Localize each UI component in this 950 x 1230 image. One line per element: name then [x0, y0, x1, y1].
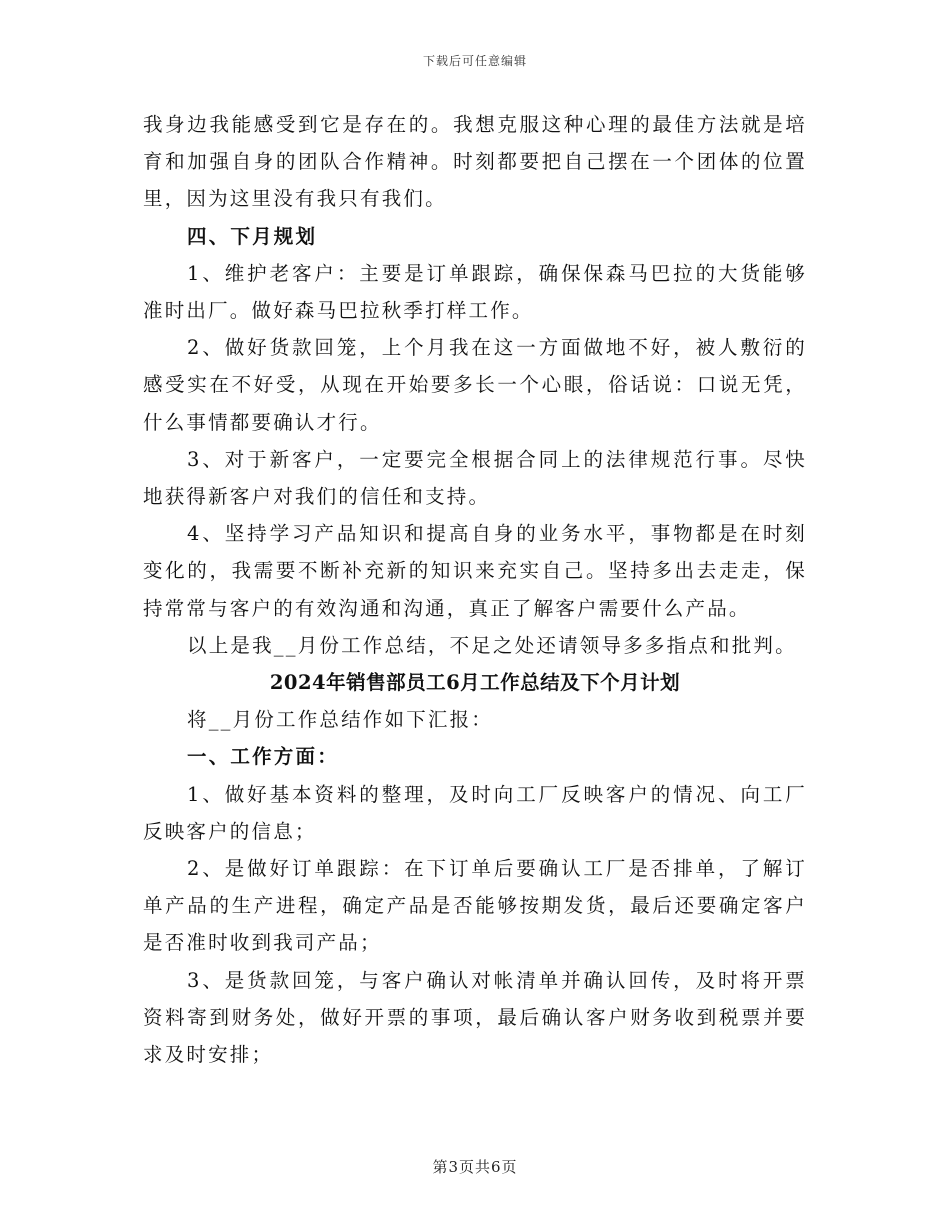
- page-header: 下载后可任意编辑: [422, 54, 527, 68]
- paragraph-work-item-1: 1、做好基本资料的整理，及时向工厂反映客户的情况、向工厂反映客户的信息；: [143, 782, 807, 843]
- paragraph-intro: 将__月份工作总结作如下汇报：: [187, 708, 494, 732]
- paragraph-work-item-3: 3、是货款回笼，与客户确认对帐清单并确认回传，及时将开票资料寄到财务处，做好开票的事项，最后确认客户财务收到税票并要求及时安排；: [143, 968, 807, 1067]
- section-heading-next-month-plan: 四、下月规划: [187, 224, 318, 248]
- section-heading-work: 一、工作方面：: [187, 745, 339, 769]
- page-number: 第3页共6页: [432, 1158, 518, 1176]
- paragraph-plan-item-2: 2、做好货款回笼，上个月我在这一方面做地不好，被人敷衍的感受实在不好受，从现在开始要多长一个心眼，俗话说：口说无凭，什么事情都要确认才行。: [143, 336, 807, 434]
- document-title: 2024年销售部员工6月工作总结及下个月计划: [269, 671, 681, 695]
- paragraph-plan-item-1: 1、维护老客户：主要是订单跟踪，确保保森马巴拉的大货能够准时出厂。做好森马巴拉秋季打样工作。: [143, 261, 807, 323]
- paragraph-teamwork: 我身边我能感受到它是存在的。我想克服这种心理的最佳方法就是培育和加强自身的团队合作精神。时刻都要把自己摆在一个团体的位置里，因为这里没有我只有我们。: [143, 113, 807, 211]
- paragraph-closing: 以上是我__月份工作总结，不足之处还请领导多多指点和批判。: [187, 633, 797, 657]
- paragraph-plan-item-4: 4、坚持学习产品知识和提高自身的业务水平，事物都是在时刻变化的，我需要不断补充新的知识来充实自己。坚持多出去走走，保持常常与客户的有效沟通和沟通，真正了解客户需要什么产品。: [143, 522, 807, 620]
- paragraph-work-item-2: 2、是做好订单跟踪：在下订单后要确认工厂是否排单，了解订单产品的生产进程，确定产品是否能够按期发货，最后还要确定客户是否准时收到我司产品；: [143, 857, 807, 955]
- paragraph-plan-item-3: 3、对于新客户，一定要完全根据合同上的法律规范行事。尽快地获得新客户对我们的信任和支持。: [143, 447, 807, 509]
- document-body: [143, 106, 807, 1073]
